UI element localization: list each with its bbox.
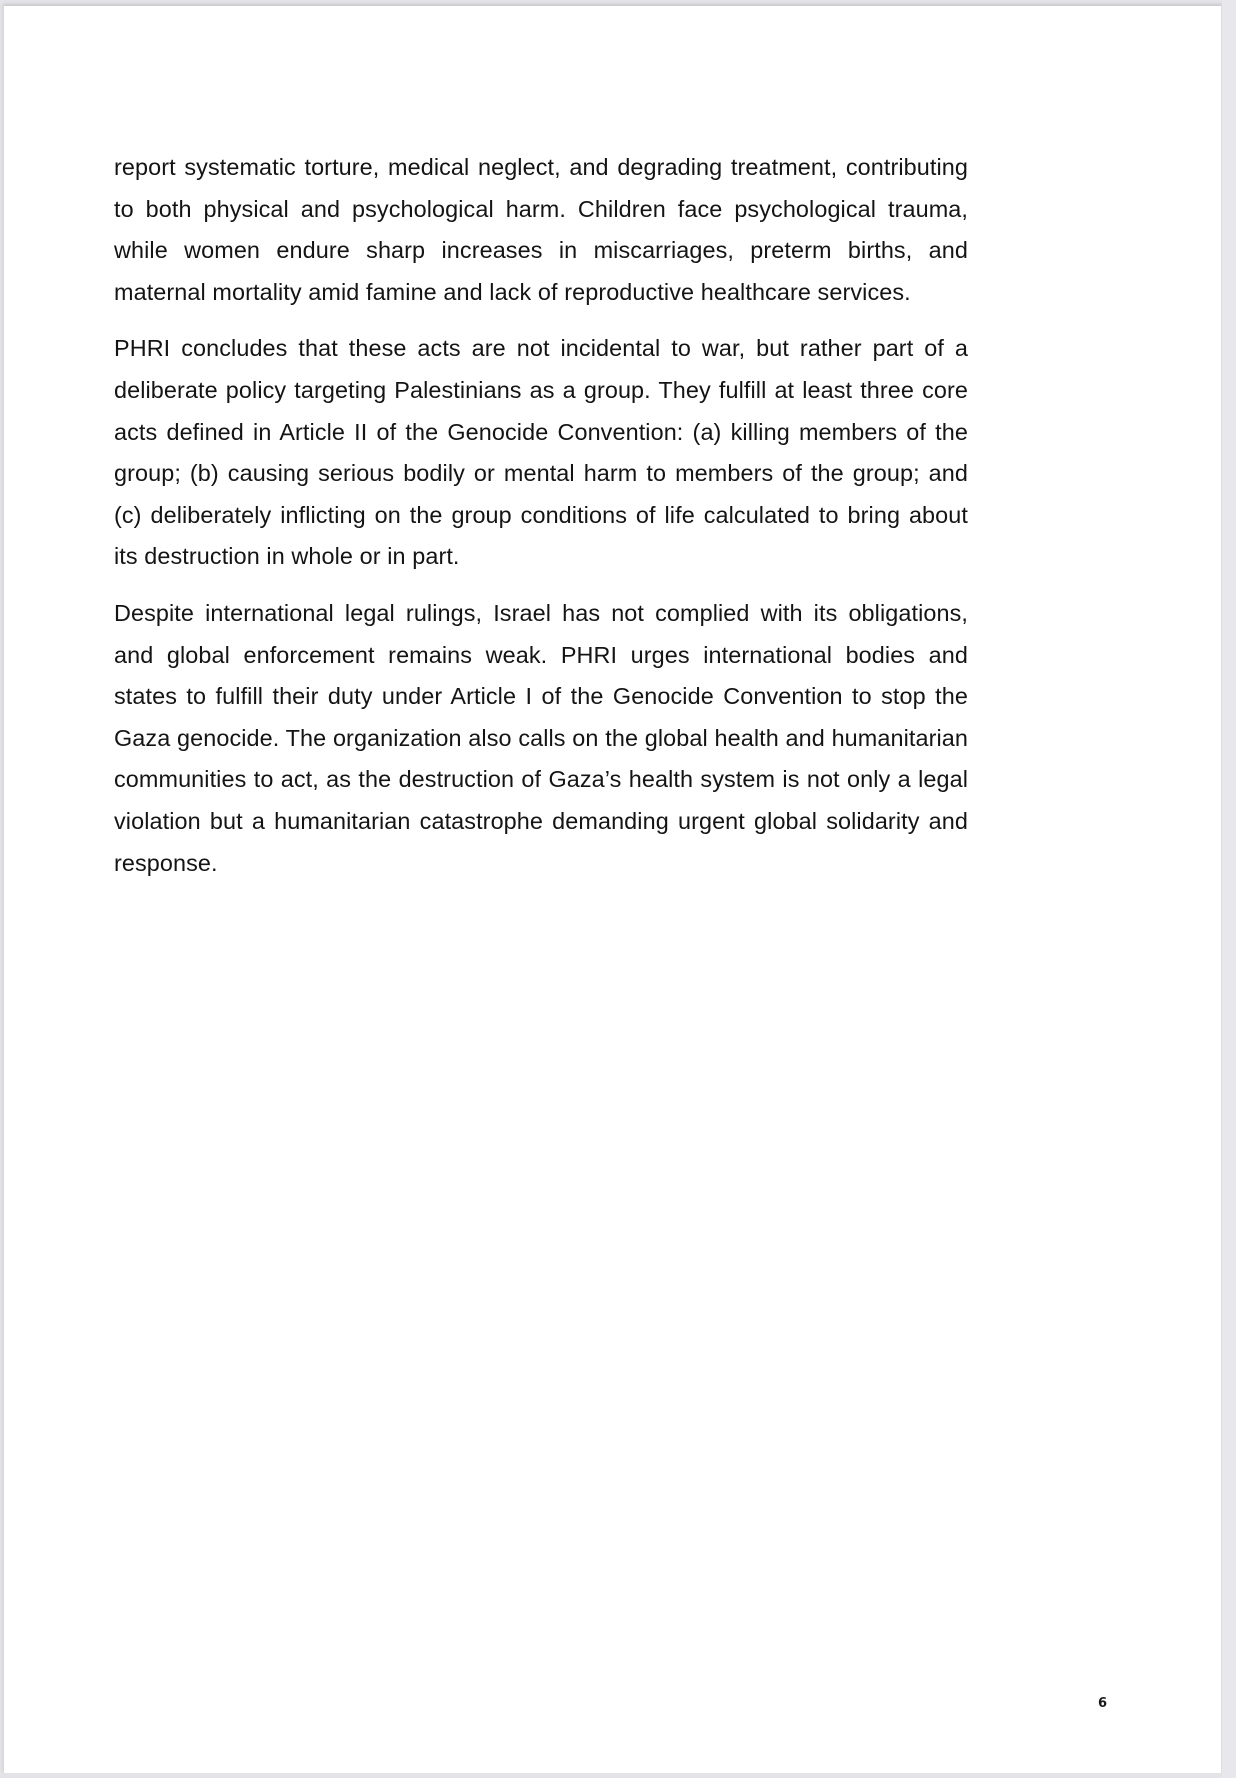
page-body <box>114 147 968 899</box>
paragraph-1: report systematic torture, medical neglect, and degrading treatment, contributing to both physical and psychological harm. Children face psychological trauma, while women endure sharp increases in miscarriages, preterm births, and maternal mortality amid famine and lack of reproductive healthcare services. <box>114 154 968 305</box>
paragraph-2: PHRI concludes that these acts are not incidental to war, but rather part of a deliberate policy targeting Palestinians as a group. They fulfill at least three core acts defined in Article II of the Genocide Convention: (a) killing members of the group; (b) causing serious bodily or mental harm to members of the group; and (c) deliberately inflicting on the group conditions of life calculated to bring about its destruction in whole or in part. <box>114 335 968 570</box>
paragraph-3: Despite international legal rulings, Israel has not complied with its obligations, and global enforcement remains weak. PHRI urges international bodies and states to fulfill their duty under Article I of the Genocide Convention to stop the Gaza genocide. The organization also calls on the global health and humanitarian communities to act, as the destruction of Gaza’s health system is not only a legal violation but a humanitarian catastrophe demanding urgent global solidarity and response. <box>114 599 968 876</box>
viewer-gutter <box>1222 0 1236 1778</box>
document-page[interactable] <box>3 6 1222 1773</box>
page-number: 6 <box>1098 1696 1108 1711</box>
